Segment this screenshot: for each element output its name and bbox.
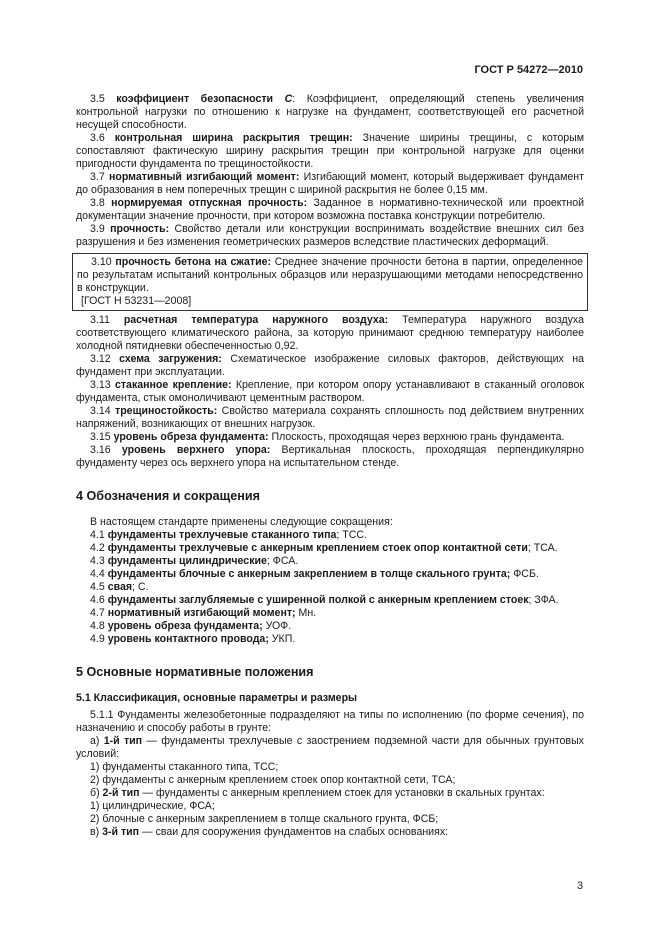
abbr-4-2: 4.2 фундаменты трехлучевые с анкерным креплением стоек опор контактной сети; ТСА. <box>90 542 558 554</box>
section-5-heading: 5 Основные нормативные положения <box>76 665 314 679</box>
subsection-5-1-heading: 5.1 Классификация, основные параметры и размеры <box>76 692 358 704</box>
term-3-14: 3.14 трещиностойкость: Свойство материала сохранять сплошность под действием внутренних напряжений, возникающих от внешних нагрузок. <box>76 405 584 430</box>
abbr-4-1: 4.1 фундаменты трехлучевые стаканного типа; ТСС. <box>90 529 367 541</box>
page-number: 3 <box>577 880 583 892</box>
type-1-item: а) 1-й тип — фундаменты трехлучевые с заострением подземной части для обычных грунтовых условий: <box>76 735 584 760</box>
type-2-sub-1: 1) цилиндрические, ФСА; <box>90 800 215 812</box>
abbr-4-9: 4.9 уровень контактного провода; УКП. <box>90 633 296 645</box>
term-3-9: 3.9 прочность: Свойство детали или конструкции воспринимать воздействие внешних сил без разрушения и без изменения геометрических размеров вследствие пластических деформаций. <box>76 223 584 248</box>
term-number: 3.5 <box>90 93 105 105</box>
document-header: ГОСТ Р 54272—2010 <box>474 64 583 76</box>
abbr-4-7: 4.7 нормативный изгибающий момент; Мн. <box>90 607 317 619</box>
abbr-4-6: 4.6 фундаменты заглубляемые с уширенной полкой с анкерным креплением стоек; ЗФА. <box>90 594 559 606</box>
term-3-13: 3.13 стаканное крепление: Крепление, при котором опору устанавливают в стаканный оголовок фундамента, стык омоноличивают цементным раствором. <box>76 379 584 404</box>
term-3-12: 3.12 схема загружения: Схематическое изображение силовых факторов, действующих на фундамент при эксплуатации. <box>76 353 584 378</box>
page-content <box>76 93 584 839</box>
term-3-15: 3.15 уровень обреза фундамента: Плоскость, проходящая через верхнюю грань фундамента. <box>90 431 565 443</box>
term-definition: : Коэффициент, определяющий степень увеличения контрольной нагрузки по отношению к нагрузке на фундамент, соответствующей его расчетной несущей способности. <box>76 93 584 131</box>
term-3-11: 3.11 расчетная температура наружного воздуха: Температура наружного воздуха соответствующего климатического района, за которую принимают среднюю температуру наиболее холодной пятидневки обеспеченностью 0,92. <box>76 314 584 352</box>
abbr-4-8: 4.8 уровень обреза фундамента; УОФ. <box>90 620 292 632</box>
term-3-6: 3.6 контрольная ширина раскрытия трещин: Значение ширины трещины, с которым сопоставляют фактическую ширину раскрытия трещин при контрольной нагрузке для оценки пригодности фундамента по трещиностойкости. <box>76 132 585 170</box>
reference-citation: [ГОСТ Н 53231—2008] <box>81 295 192 307</box>
term-3-5 <box>76 93 584 132</box>
abbr-4-4: 4.4 фундаменты блочные с анкерным закреплением в толще скального грунта; ФСБ. <box>90 568 539 580</box>
type-2-sub-2: 2) блочные с анкерным закреплением в толще скального грунта, ФСБ; <box>90 813 439 825</box>
term-3-16: 3.16 уровень верхнего упора: Вертикальная плоскость, проходящая перпендикулярно фундаменту через ось верхнего упора на испытательном стенде. <box>76 444 584 469</box>
type-3-item: в) 3-й тип — сваи для сооружения фундаментов на слабых основаниях: <box>90 826 449 838</box>
term-name: коэффициент безопасности <box>116 93 274 105</box>
section-4-heading: 4 Обозначения и сокращения <box>76 489 260 503</box>
section-4-intro: В настоящем стандарте применены следующие сокращения: <box>90 516 393 528</box>
term-3-7: 3.7 нормативный изгибающий момент: Изгибающий момент, который выдерживает фундамент до образования в нем поперечных трещин с шириной раскрытия не более 0,15 мм. <box>76 171 584 196</box>
type-1-sub-1: 1) фундаменты стаканного типа, ТСС; <box>90 761 279 773</box>
type-1-sub-2: 2) фундаменты с анкерным креплением стоек опор контактной сети, ТСА; <box>90 774 456 786</box>
term-symbol: C <box>284 93 293 105</box>
type-2-item: б) 2-й тип — фундаменты с анкерным креплением стоек для установки в скальных грунтах: <box>90 787 545 799</box>
abbr-4-5: 4.5 свая; С. <box>90 581 149 593</box>
paragraph-5-1-1: 5.1.1 Фундаменты железобетонные подразделяют на типы по исполнению (по форме сечения), по назначению и способу работы в грунте: <box>76 709 584 734</box>
abbr-4-3: 4.3 фундаменты цилиндрические; ФСА. <box>90 555 299 567</box>
term-3-8: 3.8 нормируемая отпускная прочность: Заданное в нормативно-технической или проектной документации значение прочности, при котором возможна поставка конструкции потребителю. <box>76 197 585 222</box>
boxed-term-3-10: 3.10 прочность бетона на сжатие: Среднее значение прочности бетона в партии, определенное по результатам испытаний контрольных образцов или неразрушающими методами непосредственно в конструкции. [ГОСТ Н 53231—2008] <box>72 253 588 311</box>
